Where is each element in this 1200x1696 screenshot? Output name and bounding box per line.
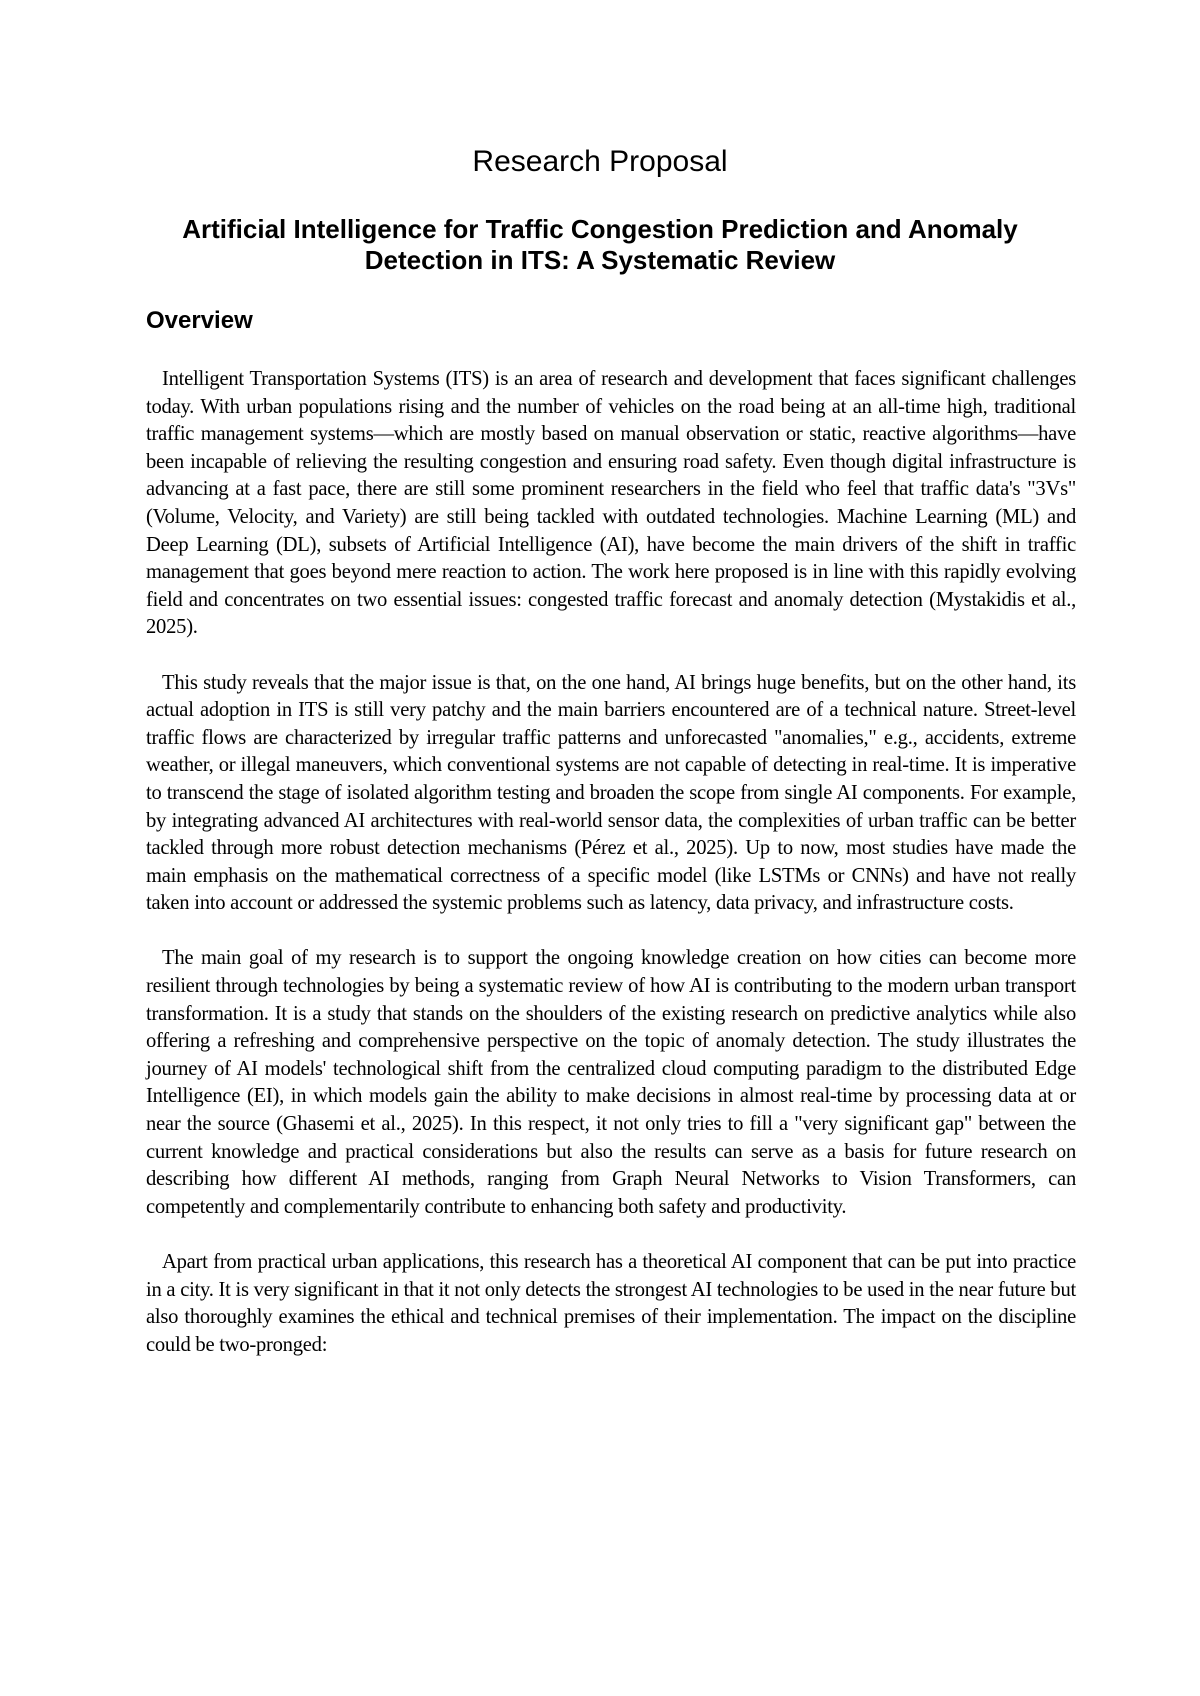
document-subtitle: Artificial Intelligence for Traffic Congestion Prediction and Anomaly Detection in ITS: A Systematic Review	[182, 214, 1018, 275]
paragraph: Intelligent Transportation Systems (ITS) is an area of research and development that faces significant challenges today. With urban populations rising and the number of vehicles on the road being at an all-time high, traditional traffic management systems—which are mostly based on manual observation or static, reactive algorithms—have been incapable of relieving the resulting congestion and ensuring road safety. Even though digital infrastructure is advancing at a fast pace, there are still some prominent researchers in the field who feel that traffic data's "3Vs" (Volume, Velocity, and Variety) are still being tackled with outdated technologies. Machine Learning (ML) and Deep Learning (DL), subsets of Artificial Intelligence (AI), have become the main drivers of the shift in traffic management that goes beyond mere reaction to action. The work here proposed is in line with this rapidly evolving field and concentrates on two essential issues: congested traffic forecast and anomaly detection (Mystakidis et al., 2025).	[146, 368, 1076, 639]
body-text	[146, 366, 1076, 1387]
paragraph: The main goal of my research is to support the ongoing knowledge creation on how cities can become more resilient through technologies by being a systematic review of how AI is contributing to the modern urban transport transformation. It is a study that stands on the shoulders of the existing research on predictive analytics while also offering a refreshing and comprehensive perspective on the topic of anomaly detection. The study illustrates the journey of AI models' technological shift from the centralized cloud computing paradigm to the distributed Edge Intelligence (EI), in which models gain the ability to make decisions in almost real-time by processing data at or near the source (Ghasemi et al., 2025). In this respect, it not only tries to fill a "very significant gap" between the current knowledge and practical considerations but also the results can serve as a basis for future research on describing how different AI methods, ranging from Graph Neural Networks to Vision Transformers, can competently and complementarily contribute to enhancing both safety and productivity.	[146, 947, 1076, 1218]
paragraph: Apart from practical urban applications, this research has a theoretical AI component that can be put into practice in a city. It is very significant in that it not only detects the strongest AI technologies to be used in the near future but also thoroughly examines the ethical and technical premises of their implementation. The impact on the discipline could be two-pronged:	[146, 1251, 1076, 1356]
paragraph: This study reveals that the major issue is that, on the one hand, AI brings huge benefits, but on the other hand, its actual adoption in ITS is still very patchy and the main barriers encountered are of a technical nature. Street-level traffic flows are characterized by irregular traffic patterns and unforecasted "anomalies," e.g., accidents, extreme weather, or illegal maneuvers, which conventional systems are not capable of detecting in real-time. It is imperative to transcend the stage of isolated algorithm testing and broaden the scope from single AI components. For example, by integrating advanced AI architectures with real-world sensor data, the complexities of urban traffic can be better tackled through more robust detection mechanisms (Pérez et al., 2025). Up to now, most studies have made the main emphasis on the mathematical correctness of a specific model (like LSTMs or CNNs) and have not really taken into account or addressed the systemic problems such as latency, data privacy, and infrastructure costs.	[146, 671, 1076, 915]
document-title: Research Proposal	[472, 145, 728, 178]
section-heading-overview: Overview	[146, 307, 253, 334]
